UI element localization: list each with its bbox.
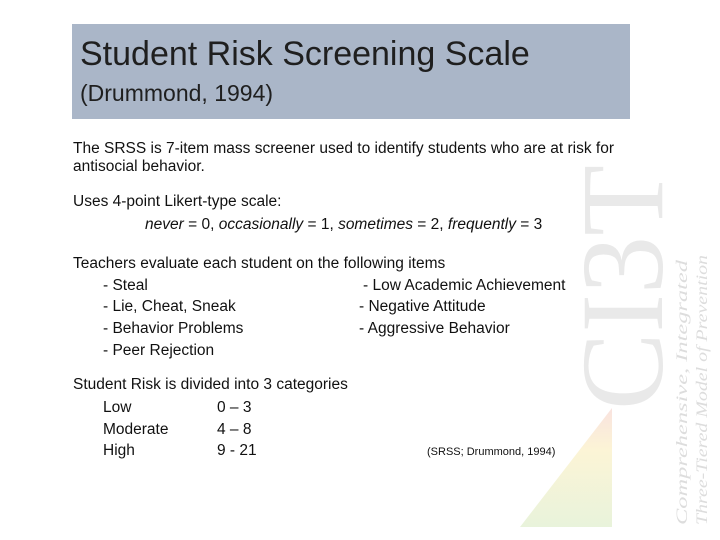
likert-value: 1	[320, 216, 330, 233]
item-left: - Peer Rejection	[103, 342, 215, 359]
likert-term: sometimes	[338, 216, 413, 233]
category-range: 0 – 3	[217, 399, 252, 416]
likert-label: Uses 4-point Likert-type scale:	[73, 193, 282, 210]
citation: (SRSS; Drummond, 1994)	[427, 446, 556, 458]
ci3t-logo-text: CI3T	[557, 160, 688, 410]
tagline-line-1: Comprehensive, Integrated	[674, 351, 691, 525]
triangle-logo-shape	[520, 408, 612, 527]
likert-scale: never = 0, occasionally = 1, sometimes = 2, frequently = 3	[145, 216, 543, 233]
item-right: - Low Academic Achievement	[363, 277, 566, 294]
item-left: - Lie, Cheat, Sneak	[103, 298, 236, 315]
categories-label: Student Risk is divided into 3 categories	[73, 376, 348, 393]
category-name: Moderate	[103, 421, 169, 438]
slide-title: Student Risk Screening Scale	[80, 35, 530, 73]
item-left: - Behavior Problems	[103, 320, 244, 337]
tagline-line-2: Three-Tiered Model of Prevention	[694, 307, 711, 525]
likert-term: frequently	[447, 216, 516, 233]
category-name: Low	[103, 399, 132, 416]
title-banner	[72, 24, 630, 119]
items-label: Teachers evaluate each student on the following items	[73, 255, 446, 272]
likert-value: 3	[533, 216, 543, 233]
category-range: 9 - 21	[217, 442, 257, 459]
likert-value: 0	[201, 216, 211, 233]
item-right: - Aggressive Behavior	[359, 320, 510, 337]
likert-value: 2	[430, 216, 440, 233]
category-range: 4 – 8	[217, 421, 252, 438]
likert-term: occasionally	[218, 216, 304, 233]
slide-subtitle: (Drummond, 1994)	[80, 80, 274, 106]
item-right: - Negative Attitude	[359, 298, 486, 315]
category-name: High	[103, 442, 135, 459]
intro-text: The SRSS is 7-item mass screener used to identify students who are at risk for antisocial behavior.	[73, 140, 615, 175]
likert-term: never	[145, 216, 184, 233]
item-left: - Steal	[103, 277, 148, 294]
